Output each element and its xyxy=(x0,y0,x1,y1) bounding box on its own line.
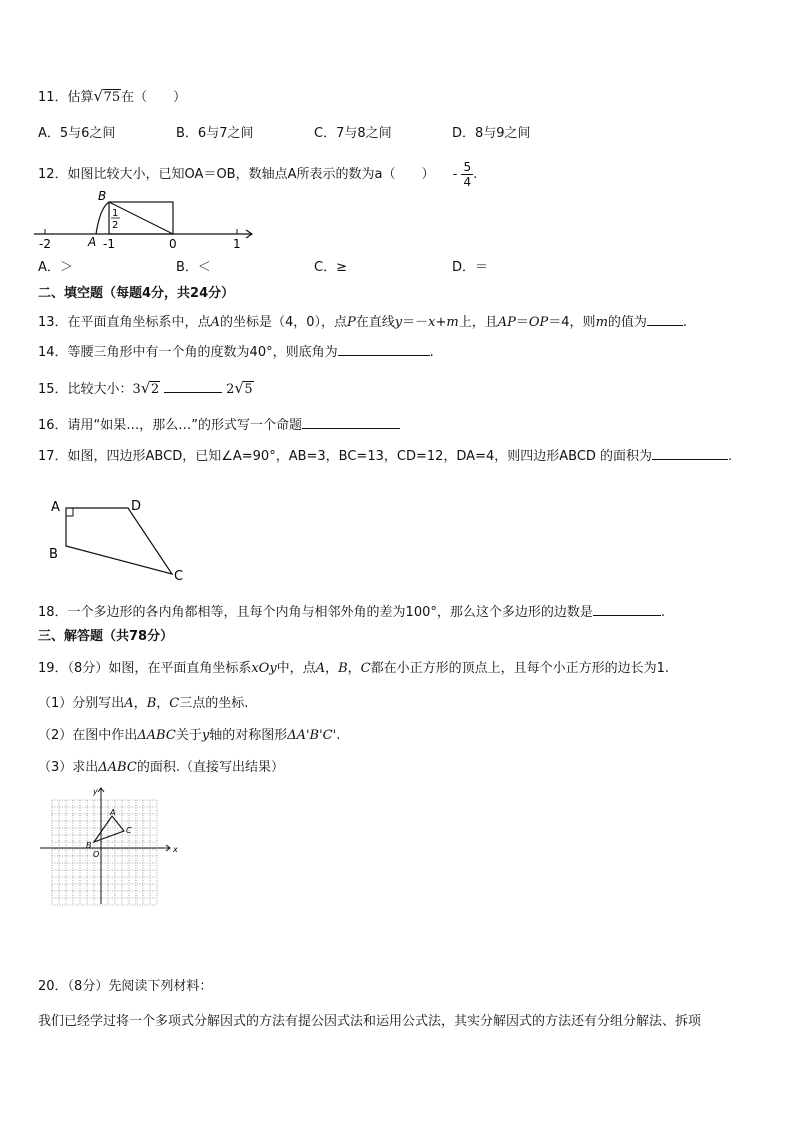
answer-blank[interactable] xyxy=(338,341,430,356)
radicand: 5 xyxy=(244,382,253,397)
var-y: y xyxy=(394,315,403,330)
triangle-abc: ΔABC xyxy=(98,760,137,775)
q13-part: 上，且 xyxy=(458,315,498,330)
q19-sub1 xyxy=(38,694,248,714)
q12-option-c: C．≥ xyxy=(314,260,347,275)
tick-label-1: 1 xyxy=(233,237,241,251)
answer-blank[interactable] xyxy=(164,378,222,393)
coef-2: 2 xyxy=(226,382,235,397)
q12-option-d: D．＝ xyxy=(452,260,489,275)
triangle-abc: ΔABC xyxy=(137,728,176,743)
frac-num: 5 xyxy=(463,160,472,174)
var-y: y xyxy=(201,728,210,743)
var-a: A xyxy=(124,696,134,711)
frac-den: 4 xyxy=(463,175,472,189)
half-den: 2 xyxy=(112,220,119,231)
var-a: A xyxy=(315,661,326,676)
var-m: m xyxy=(595,315,608,330)
sqrt-75: √ 75 xyxy=(93,87,121,105)
var-c: C xyxy=(169,696,180,711)
q19-sep: ， xyxy=(156,696,170,711)
q19-sub1-part: （1）分别写出 xyxy=(38,696,125,711)
q13-part: 13．在平面直角坐标系中，点 xyxy=(38,315,211,330)
q19-sub3-part: （3）求出 xyxy=(38,760,99,775)
var-c: C xyxy=(360,661,371,676)
q17-end: . xyxy=(728,449,733,464)
radicand: 2 xyxy=(150,382,160,397)
q12-stem xyxy=(38,160,477,189)
q19-sub3-part: 的面积.（直接写出结果） xyxy=(136,760,284,775)
grid-point-a-label: A xyxy=(110,808,116,817)
q20-body: 我们已经学过将一个多项式分解因式的方法有提公因式法和运用公式法，其实分解因式的方法还有分组分解法、拆项 xyxy=(38,1014,702,1029)
q16-stem xyxy=(38,414,400,436)
section-2-heading: 二、填空题（每题4分，共24分） xyxy=(38,286,235,301)
y-axis-label: y xyxy=(93,787,98,796)
q12-end: . xyxy=(473,167,478,182)
q13-stem xyxy=(38,311,687,333)
q19-sub3 xyxy=(38,758,284,778)
coef-3: 3 xyxy=(132,382,141,397)
grid-lines xyxy=(52,800,157,905)
q17-text: 17．如图，四边形ABCD，已知∠A=90°，AB=3，BC=13，CD=12，DA=4，则四边形ABCD 的面积为 xyxy=(38,449,653,464)
q15-stem xyxy=(38,378,254,400)
q13-part: ＝4，则 xyxy=(548,315,596,330)
var-m: m xyxy=(446,315,459,330)
q19-sep: ， xyxy=(325,661,339,676)
q13-part: 的坐标是（4，0），点 xyxy=(219,315,347,330)
q19-sep: ， xyxy=(133,696,147,711)
half-num: 1 xyxy=(112,208,119,219)
q11-suffix: 在（ ） xyxy=(121,90,187,105)
vertex-b-label: B xyxy=(49,547,58,562)
arc-b-to-a xyxy=(96,202,109,234)
q19-sub2-part: 关于 xyxy=(175,728,202,743)
q19-part: 19．（8分）如图，在平面直角坐标系 xyxy=(38,661,252,676)
point-b-label: B xyxy=(98,189,107,203)
q11-stem xyxy=(38,88,186,108)
q15-text: 15．比较大小： xyxy=(38,382,133,397)
grid-point-c-label: C xyxy=(126,826,132,835)
sqrt-2: √ 2 xyxy=(140,379,160,397)
q12-text: 12．如图比较大小，已知OA＝OB，数轴点A所表示的数为a（ ） xyxy=(38,167,435,182)
answer-blank[interactable] xyxy=(652,445,728,460)
q11-option-b: B．6与7之间 xyxy=(176,126,254,141)
fraction-5-4 xyxy=(461,160,473,189)
origin-label: O xyxy=(93,850,100,859)
q19-sub1-part: 三点的坐标. xyxy=(179,696,249,711)
tick-label-neg1: -1 xyxy=(103,237,115,251)
vertex-c-label: C xyxy=(174,569,184,584)
x-axis-label: x xyxy=(173,845,178,854)
q11-option-d: D．8与9之间 xyxy=(452,126,531,141)
q19-stem xyxy=(38,659,669,679)
q14-text: 14．等腰三角形中有一个角的度数为40°，则底角为 xyxy=(38,345,338,360)
q19-sub2-part: （2）在图中作出 xyxy=(38,728,138,743)
section-3-heading: 三、解答题（共78分） xyxy=(38,629,174,644)
var-b: B xyxy=(146,696,157,711)
q20-title: 20．（8分）先阅读下列材料： xyxy=(38,979,213,994)
q12-minus: - xyxy=(452,167,458,182)
q19-sub2-part: . xyxy=(336,728,341,743)
q12-option-a: A．＞ xyxy=(38,260,73,275)
q13-part: 在直线 xyxy=(355,315,395,330)
quadrilateral-abcd xyxy=(66,508,172,574)
radicand: 75 xyxy=(103,90,121,105)
q11-option-a: A．5与6之间 xyxy=(38,126,116,141)
var-a: A xyxy=(210,315,220,330)
q14-end: . xyxy=(429,345,434,360)
point-a-label: A xyxy=(88,235,97,249)
sqrt-5: √ 5 xyxy=(234,379,253,397)
q16-text: 16．请用“如果…，那么…”的形式写一个命题 xyxy=(38,418,303,433)
answer-blank[interactable] xyxy=(302,414,400,429)
var-b: B xyxy=(338,661,348,676)
var-ap: AP xyxy=(497,315,516,330)
q11-option-c: C．7与8之间 xyxy=(314,126,392,141)
tick-label-0: 0 xyxy=(169,237,177,251)
q14-stem xyxy=(38,341,434,363)
q13-part: 的值为 xyxy=(607,315,647,330)
triangle-abc-shape xyxy=(94,816,124,842)
q13-end: . xyxy=(682,315,688,330)
q18-stem xyxy=(38,601,665,623)
vertex-d-label: D xyxy=(131,499,142,514)
var-op: OP xyxy=(528,315,549,330)
answer-blank[interactable] xyxy=(647,311,683,326)
triangle-abc-prime: ΔA'B'C' xyxy=(287,728,337,743)
eq-op: + xyxy=(435,315,447,330)
tick-label-neg2: -2 xyxy=(39,237,51,251)
q18-text: 18．一个多边形的各内角都相等，且每个内角与相邻外角的差为100°，那么这个多边形的边数是 xyxy=(38,605,593,620)
q19-sub2-part: 轴的对称图形 xyxy=(209,728,288,743)
grid-point-b-label: B xyxy=(86,841,92,850)
eq-op: ＝ xyxy=(515,315,529,330)
var-x: x xyxy=(428,315,436,330)
q18-end: . xyxy=(660,605,665,620)
q19-sep: ， xyxy=(347,661,361,676)
var-p: P xyxy=(346,315,356,330)
coordinate-grid-figure xyxy=(38,786,178,906)
q19-part: 中，点 xyxy=(276,661,316,676)
number-line-figure xyxy=(30,186,260,252)
var-xoy: xOy xyxy=(251,661,277,676)
answer-blank[interactable] xyxy=(593,601,661,616)
q17-stem xyxy=(38,445,732,467)
quadrilateral-figure xyxy=(40,494,190,586)
right-angle-mark xyxy=(66,508,73,516)
eq-op: ＝－ xyxy=(402,315,429,330)
q19-part: 都在小正方形的顶点上，且每个小正方形的边长为1. xyxy=(370,661,670,676)
q19-sub2 xyxy=(38,726,340,746)
q11-prefix: 11．估算 xyxy=(38,90,94,105)
q12-option-b: B．＜ xyxy=(176,260,211,275)
vertex-a-label: A xyxy=(51,500,60,515)
